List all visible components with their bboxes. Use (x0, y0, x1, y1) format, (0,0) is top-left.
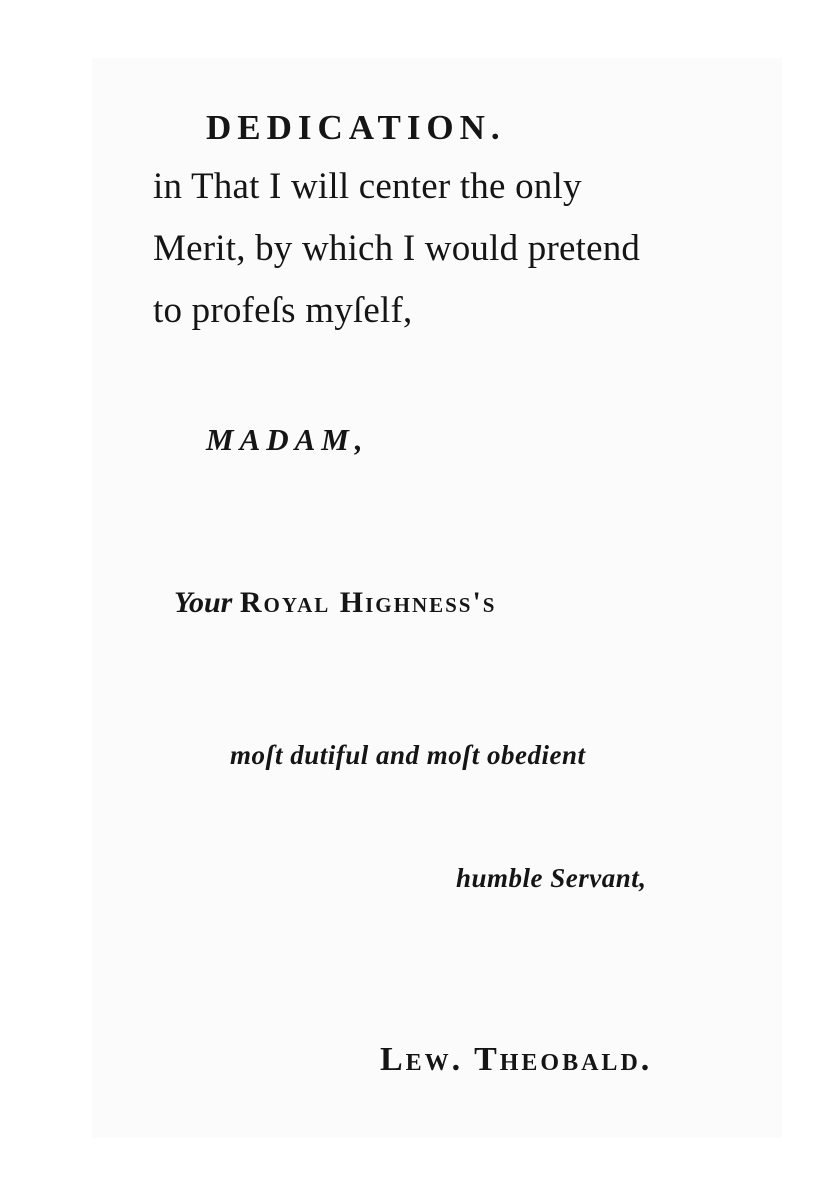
dedication-body-line-3: to profeſs myſelf, (153, 290, 413, 331)
devotion-line: moſt dutiful and moſt obedient (230, 740, 586, 770)
dedication-heading: DEDICATION. (206, 108, 506, 147)
closing-possessive-prefix: Your (174, 586, 233, 619)
salutation-madam: MADAM, (206, 422, 369, 457)
dedication-body-line-1: in That I will center the only (153, 166, 582, 207)
closing-title-line (174, 588, 497, 618)
author-signature: Lew. Theobald. (380, 1041, 653, 1078)
dedication-body-line-2: Merit, by which I would pretend (153, 228, 641, 269)
closing-royal-title: Royal Highness's (239, 586, 497, 619)
servant-line: humble Servant, (456, 863, 647, 893)
